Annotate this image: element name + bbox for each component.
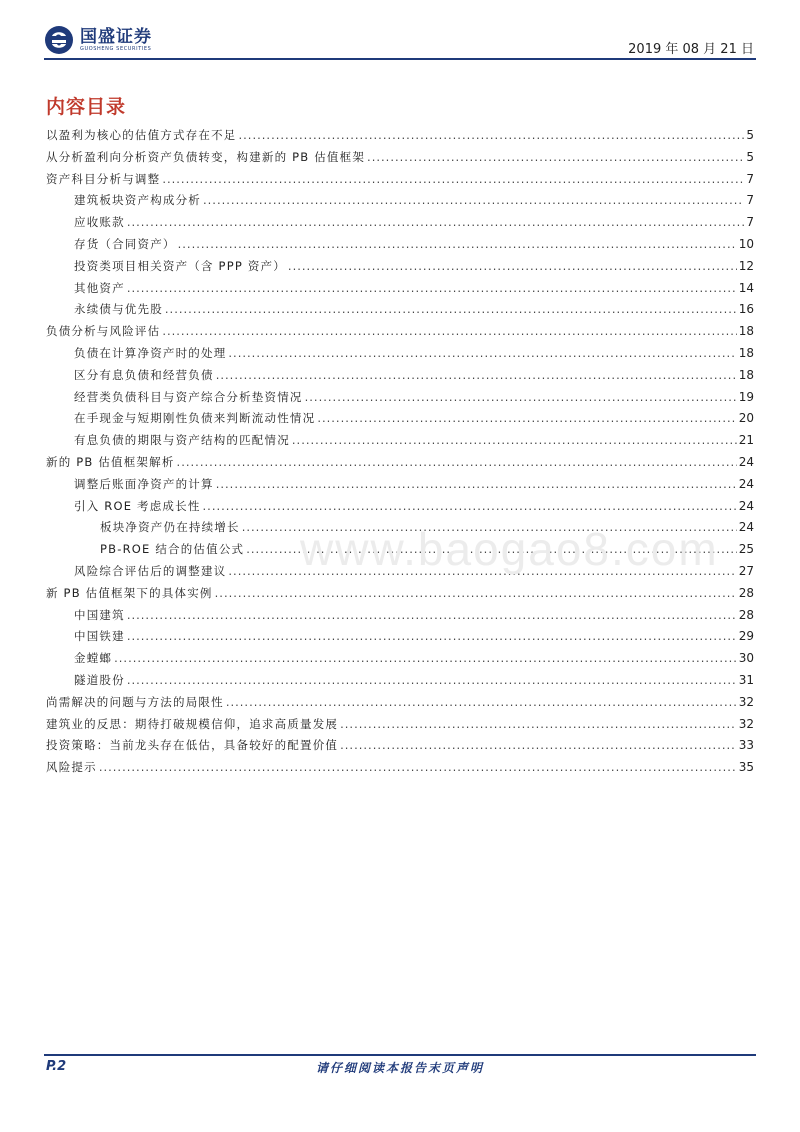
toc-entry[interactable] bbox=[46, 389, 754, 411]
toc-entry[interactable] bbox=[46, 628, 754, 650]
toc-entry-label: 新的 PB 估值框架解析 bbox=[46, 454, 175, 469]
company-logo bbox=[44, 25, 152, 55]
toc-leader-dots bbox=[226, 695, 737, 709]
toc-entry-label: 风险提示 bbox=[46, 760, 97, 775]
toc-entry[interactable] bbox=[46, 280, 754, 302]
toc-entry[interactable] bbox=[46, 301, 754, 323]
toc-entry-page: 28 bbox=[738, 585, 754, 600]
toc-entry-label: 从分析盈利向分析资产负债转变，构建新的 PB 估值框架 bbox=[46, 149, 366, 164]
toc-entry-page: 33 bbox=[738, 738, 754, 753]
toc-leader-dots bbox=[292, 433, 737, 447]
toc-entry-label: 建筑板块资产构成分析 bbox=[74, 193, 201, 208]
toc-leader-dots bbox=[99, 760, 737, 774]
toc-entry-label: 存货（合同资产） bbox=[74, 236, 176, 251]
toc-entry-label: PB-ROE 结合的估值公式 bbox=[100, 542, 245, 557]
toc-entry-label: 中国建筑 bbox=[74, 607, 125, 622]
toc-entry-page: 32 bbox=[738, 694, 754, 709]
toc-entry[interactable] bbox=[46, 607, 754, 629]
footer-disclaimer: 请仔细阅读本报告末页声明 bbox=[315, 1061, 484, 1075]
toc-leader-dots bbox=[288, 259, 737, 273]
logo-en: GUOSHENG SECURITIES bbox=[80, 45, 152, 52]
toc-entry-page: 25 bbox=[738, 542, 754, 557]
toc-entry-label: 调整后账面净资产的计算 bbox=[74, 476, 214, 491]
toc-entry-page: 7 bbox=[746, 215, 754, 230]
toc-entry-label: 金螳螂 bbox=[74, 651, 113, 666]
toc-entry-label: 隧道股份 bbox=[74, 672, 125, 687]
toc-entry-page: 31 bbox=[738, 672, 754, 687]
logo-text bbox=[80, 28, 152, 53]
toc-entry[interactable] bbox=[46, 432, 754, 454]
toc-leader-dots bbox=[177, 455, 737, 469]
toc-entry-label: 投资类项目相关资产（含 PPP 资产） bbox=[74, 258, 286, 273]
toc-leader-dots bbox=[215, 586, 737, 600]
toc-entry-page: 35 bbox=[738, 760, 754, 775]
toc-leader-dots bbox=[305, 390, 737, 404]
toc-entry-page: 7 bbox=[746, 171, 754, 186]
toc-entry[interactable] bbox=[46, 476, 754, 498]
toc-leader-dots bbox=[203, 499, 737, 513]
toc-entry[interactable] bbox=[46, 367, 754, 389]
toc-entry-label: 引入 ROE 考虑成长性 bbox=[74, 498, 201, 513]
toc-entry-label: 经营类负债科目与资产综合分析垫资情况 bbox=[74, 389, 303, 404]
toc-entry-page: 30 bbox=[738, 651, 754, 666]
toc-entry-label: 应收账款 bbox=[74, 215, 125, 230]
toc-leader-dots bbox=[317, 411, 736, 425]
toc-entry-page: 19 bbox=[738, 389, 754, 404]
toc-entry[interactable] bbox=[46, 585, 754, 607]
toc-leader-dots bbox=[216, 368, 737, 382]
toc-entry-label: 尚需解决的问题与方法的局限性 bbox=[46, 694, 224, 709]
toc-entry-page: 18 bbox=[738, 367, 754, 382]
toc-entry-label: 资产科目分析与调整 bbox=[46, 171, 161, 186]
logo-cn: 国盛证券 bbox=[80, 26, 152, 47]
toc-entry-label: 永续债与优先股 bbox=[74, 302, 163, 317]
toc-entry-page: 10 bbox=[738, 236, 754, 251]
toc-leader-dots bbox=[162, 324, 736, 338]
toc-entry-label: 在手现金与短期刚性负债来判断流动性情况 bbox=[74, 411, 316, 426]
toc-leader-dots bbox=[165, 302, 737, 316]
toc-leader-dots bbox=[340, 738, 737, 752]
toc-entry[interactable] bbox=[46, 694, 754, 716]
watermark: www.baogao8.com bbox=[300, 523, 719, 575]
toc-entry-label: 板块净资产仍在持续增长 bbox=[100, 520, 240, 535]
toc-entry[interactable] bbox=[46, 127, 754, 149]
toc-entry-page: 21 bbox=[738, 433, 754, 448]
toc-entry-label: 有息负债的期限与资产结构的匹配情况 bbox=[74, 433, 290, 448]
toc-entry[interactable] bbox=[46, 192, 754, 214]
toc-entry-label: 新 PB 估值框架下的具体实例 bbox=[46, 585, 213, 600]
toc-leader-dots bbox=[162, 172, 744, 186]
page-number: P.2 bbox=[46, 1059, 67, 1074]
toc-entry[interactable] bbox=[46, 650, 754, 672]
toc-entry[interactable] bbox=[46, 323, 754, 345]
toc-entry-page: 20 bbox=[738, 411, 754, 426]
toc-entry-page: 27 bbox=[738, 563, 754, 578]
toc-entry[interactable] bbox=[46, 345, 754, 367]
toc-leader-dots bbox=[178, 237, 737, 251]
toc-entry-label: 其他资产 bbox=[74, 280, 125, 295]
toc-leader-dots bbox=[228, 346, 736, 360]
toc-leader-dots bbox=[127, 608, 737, 622]
toc-entry[interactable] bbox=[46, 716, 754, 738]
toc-leader-dots bbox=[127, 673, 737, 687]
page-header bbox=[0, 0, 800, 62]
toc-entry[interactable] bbox=[46, 214, 754, 236]
toc-entry[interactable] bbox=[46, 454, 754, 476]
toc-entry[interactable] bbox=[46, 410, 754, 432]
toc-leader-dots bbox=[127, 281, 737, 295]
toc-entry-label: 建筑业的反思：期待打破规模信仰，追求高质量发展 bbox=[46, 716, 339, 731]
toc-entry-label: 负债在计算净资产时的处理 bbox=[74, 345, 227, 360]
toc-leader-dots bbox=[114, 651, 737, 665]
toc-entry[interactable] bbox=[46, 258, 754, 280]
header-divider bbox=[44, 58, 756, 60]
toc-entry-label: 投资策略：当前龙头存在低估，具备较好的配置价值 bbox=[46, 738, 339, 753]
toc-entry[interactable] bbox=[46, 149, 754, 171]
toc-entry-page: 32 bbox=[738, 716, 754, 731]
toc-entry[interactable] bbox=[46, 236, 754, 258]
toc-entry-label: 风险综合评估后的调整建议 bbox=[74, 563, 227, 578]
toc-entry-page: 24 bbox=[738, 454, 754, 469]
toc-entry-page: 5 bbox=[746, 128, 754, 142]
toc-leader-dots bbox=[203, 193, 744, 207]
toc-entry[interactable] bbox=[46, 672, 754, 694]
toc-entry-page: 5 bbox=[746, 149, 754, 164]
toc-leader-dots bbox=[127, 215, 745, 229]
guosheng-logo-icon bbox=[44, 25, 74, 55]
toc-entry-page: 28 bbox=[738, 607, 754, 622]
toc-entry[interactable] bbox=[46, 498, 754, 520]
toc-entry-page: 7 bbox=[746, 193, 754, 208]
toc-entry-page: 12 bbox=[738, 258, 754, 273]
toc-entry-page: 29 bbox=[738, 629, 754, 644]
toc-entry-page: 24 bbox=[738, 476, 754, 491]
toc-title: 内容目录 bbox=[46, 96, 127, 118]
toc-entry-label: 负债分析与风险评估 bbox=[46, 324, 161, 339]
toc-leader-dots bbox=[216, 477, 737, 491]
toc-leader-dots bbox=[340, 717, 737, 731]
toc-entry[interactable] bbox=[46, 759, 754, 781]
toc-entry-label: 中国铁建 bbox=[74, 629, 125, 644]
footer-divider bbox=[44, 1054, 756, 1056]
toc-entry-page: 18 bbox=[738, 324, 754, 339]
toc-entry[interactable] bbox=[46, 737, 754, 759]
toc-entry[interactable] bbox=[46, 171, 754, 193]
toc-entry-page: 18 bbox=[738, 345, 754, 360]
toc-entry-page: 24 bbox=[738, 520, 754, 535]
report-date: 2019 年 08 月 21 日 bbox=[628, 42, 754, 57]
toc-entry-page: 16 bbox=[738, 302, 754, 317]
toc-entry-page: 24 bbox=[738, 498, 754, 513]
toc-entry-label: 区分有息负债和经营负债 bbox=[74, 367, 214, 382]
toc-leader-dots bbox=[127, 629, 737, 643]
toc-leader-dots bbox=[367, 150, 744, 164]
table-of-contents bbox=[46, 127, 754, 781]
toc-entry-label: 以盈利为核心的估值方式存在不足 bbox=[46, 128, 237, 142]
toc-entry-page: 14 bbox=[738, 280, 754, 295]
toc-leader-dots bbox=[239, 128, 745, 142]
